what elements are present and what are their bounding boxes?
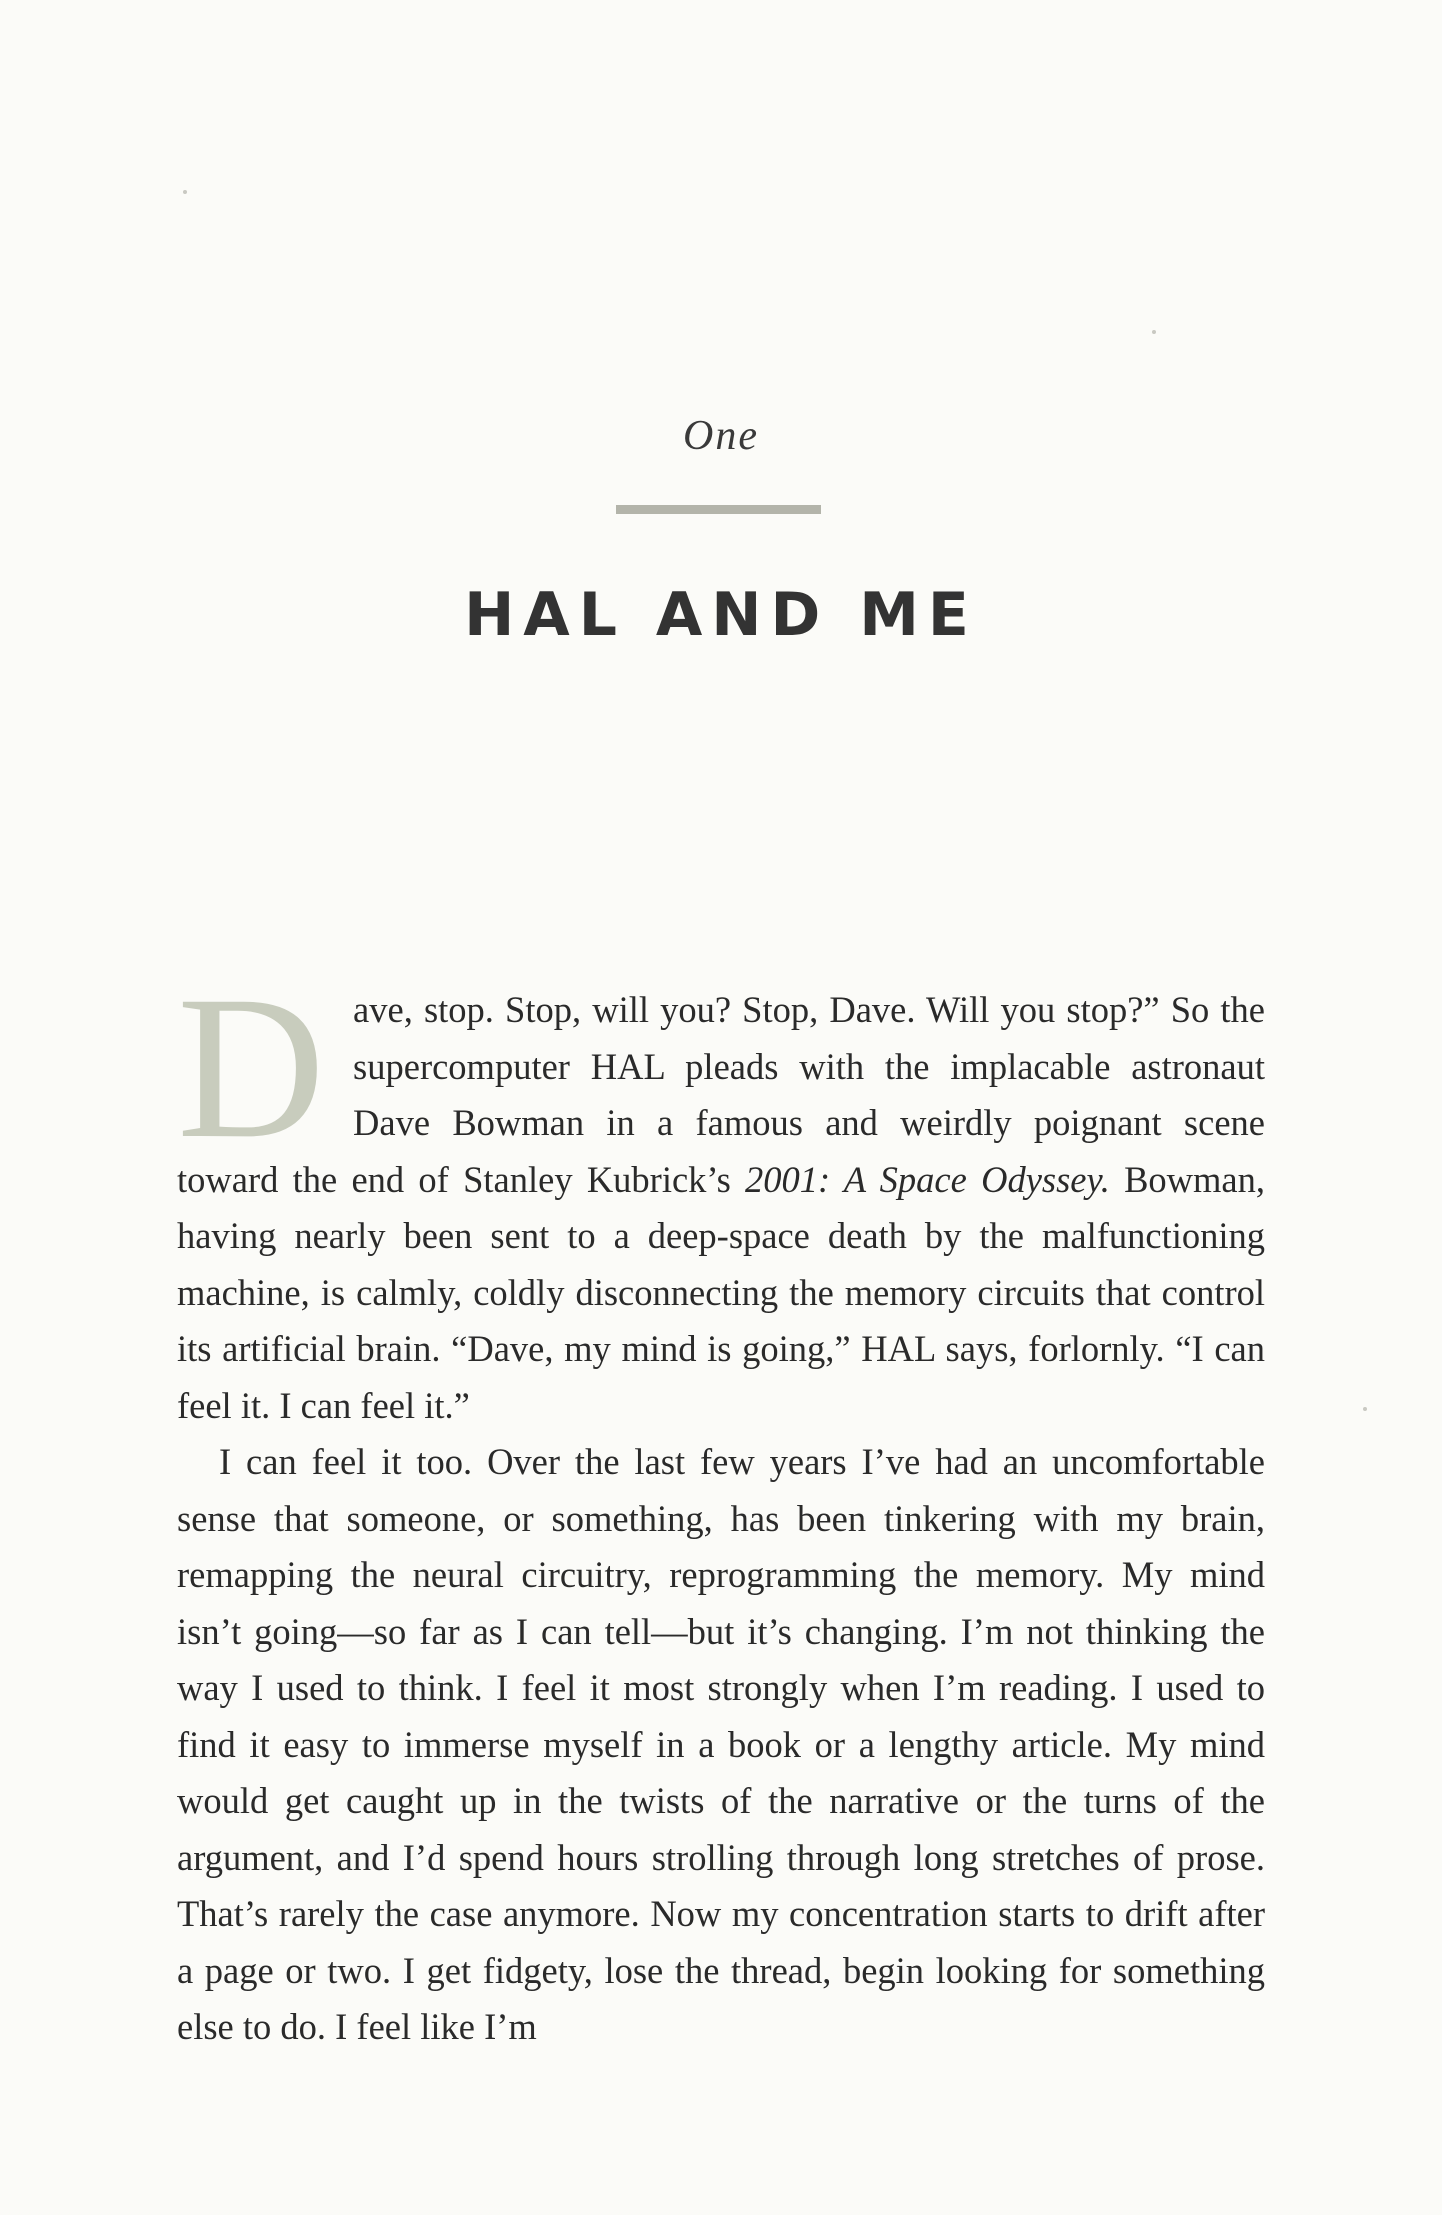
paper-speck	[183, 190, 187, 194]
paper-speck	[1152, 330, 1156, 334]
chapter-divider-rule	[616, 505, 821, 514]
paragraph-1-text-end: Bowman, having nearly been sent to a deep-space death by the malfunctioning machine, is calmly, coldly disconnecting the memory circuits that control its artificial brain. “Dave, my mind is going,” HAL says, forlornly. “I can feel it. I can feel it.”	[177, 1158, 1266, 1426]
chapter-number: One	[683, 413, 759, 459]
chapter-title: HAL AND ME	[464, 580, 978, 650]
paragraph-1	[177, 954, 1266, 1434]
film-title: 2001: A Space Odyssey.	[745, 1158, 1110, 1200]
paragraph-2: I can feel it too. Over the last few years I’ve had an uncomfortable sense that someone, or something, has been tinkering with my brain, remapping the neural circuitry, reprogramming the memory. My mind isn’t going—so far as I can tell—but it’s changing. I’m not thinking the way I used to think. I feel it most strongly when I’m reading. I used to find it easy to immerse myself in a book or a lengthy article. My mind would get caught up in the twists of the narrative or the turns of the argument, and I’d spend hours strolling through long stretches of prose. That’s rarely the case anymore. Now my concentration starts to drift after a page or two. I get fidgety, lose the thread, begin looking for something else to do. I feel like I’m	[177, 1441, 1265, 2047]
paper-speck	[1363, 1407, 1367, 1411]
paragraph-1-text-start: ave, stop. Stop, will you? Stop, Dave. Will you stop?” So the supercomputer HAL pleads with the implacable astronaut Dave Bowman in a famous and weirdly poignant scene toward the end of Stanley Kubrick’s	[177, 989, 1265, 1200]
chapter-body	[177, 954, 1266, 2056]
drop-cap: D	[177, 954, 326, 1181]
